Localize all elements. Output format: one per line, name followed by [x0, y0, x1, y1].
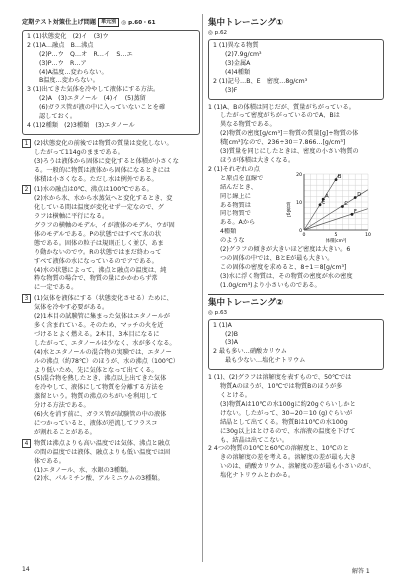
- explanation-line: 結んだとき、: [220, 183, 257, 191]
- column-divider: [202, 14, 203, 562]
- explanation-text: (2)状態変化の前後では物質の質量は変化しない。: [34, 139, 173, 147]
- explanation-line: (2)グラフの傾きが大きいほど密度は大きい。6: [220, 246, 351, 254]
- x-axis-label: 体積[cm³]: [325, 238, 347, 244]
- explanation-line: けない。したがって、30−20＝10 (g)ぐらいが: [220, 409, 353, 417]
- explanation-line: 結晶として出てくる。物質Bは10℃の水100g: [220, 418, 348, 426]
- point-label: E: [322, 199, 326, 206]
- explanation-line: 同じ線上に: [220, 192, 251, 200]
- training-2-title: 集中トレーニング②: [208, 297, 284, 308]
- answer-line: 2 (1)A…融点 B…沸点: [27, 41, 94, 49]
- explanation-line: る。一般的に物質は液体から固体になるときには: [34, 166, 171, 174]
- explanation-line: ほうが体積は大きくなる。: [220, 156, 295, 164]
- density-graph: [286, 168, 378, 244]
- point-label: D: [357, 191, 362, 198]
- answer-line: 認しておく。: [39, 113, 77, 121]
- answer-line: 最も少ない…塩化ナトリウム: [225, 357, 306, 365]
- right-column: [208, 18, 384, 481]
- explanation-line: この固体の密度を求めると、8÷1＝8[g/cm³]: [220, 263, 347, 271]
- explanation-line: きの溶解度の差を考える。溶解度の差が最も大き: [220, 454, 357, 462]
- page-reference: ◎ p.60・61: [121, 20, 156, 26]
- explanation-line: 体のモデルである。Pの状態ではすべて氷の状: [34, 230, 162, 238]
- explanation-line: 4種類: [220, 228, 237, 236]
- explanation-block: [22, 139, 200, 185]
- point-label: C: [344, 200, 348, 207]
- explanation-line: (3)ろうは液体から固体に変化すると体積が小さくな: [34, 157, 179, 165]
- explanation-line: (1)エタノール、水、水銀の3種類。: [34, 466, 133, 474]
- data-point: [341, 205, 344, 208]
- explanation-line: (3)物質Aは10℃の水100gに約20gぐらいしかと: [220, 400, 356, 408]
- explanation-line: 蒸留という。物質の沸点のちがいを利用して: [34, 393, 158, 401]
- explanation-line: につかっていると、液体が逆流してフラスコ: [34, 419, 158, 427]
- question-number: 4: [22, 439, 31, 448]
- explanation-text: (1)気体を液体にする（状態変化させる）ために、: [34, 295, 173, 303]
- page-number: 14: [22, 566, 30, 573]
- answer-line: (3)A: [225, 339, 238, 347]
- explanation-line: に30g以上はとけるので、水溶液の温度を下げて: [220, 427, 356, 435]
- explanation-line: より低いため、先に気体となって出てくる。: [34, 366, 158, 374]
- explanation-line: 体である。: [34, 457, 65, 465]
- point-label: F: [354, 208, 357, 215]
- explanation-line: (2)水から氷、水から水蒸気へと変化するとき、変: [34, 195, 173, 203]
- explanation-line: (3)質量を同じにしたときは、密度の小さい物質の: [220, 148, 359, 156]
- answer-line: 1 (1)A: [213, 321, 232, 329]
- explanation-line: 物質Aのほうが、10℃では物質Bのほうが多: [220, 383, 343, 391]
- explanation-line: (2)物質の密度[g/cm³]＝物質の質量[g]÷物質の体: [220, 130, 359, 138]
- explanation-line: すべて液体の水になっているのでアである。: [34, 257, 158, 265]
- explanation-block: [22, 185, 200, 293]
- footer-label: 解答 1: [352, 568, 370, 575]
- answer-line: (2)A (3)エタノール (4)イ (5)蒸留: [39, 95, 146, 103]
- answer-line: (2)P…ウ Q…オ R…イ S…エ: [39, 50, 133, 58]
- explanation-line: と原点を直線で: [220, 174, 264, 182]
- left-column: [22, 18, 200, 485]
- explanation-line: に一定である。: [34, 284, 78, 292]
- explanation-line: くとける。: [220, 392, 251, 399]
- explanation-line: [22, 185, 200, 195]
- explanation-line: ある。Aから: [220, 219, 256, 227]
- section-title: 定期テスト対策仕上げ問題: [22, 19, 97, 26]
- x-tick-label: 10: [365, 232, 371, 238]
- explanation-line: 1 (1)A、Bの体積は同じだが、質量がちがっている。: [208, 103, 355, 111]
- data-point: [319, 203, 322, 206]
- answer-line: (6)ガラス管が液の中に入っていないことを確: [39, 104, 166, 112]
- explanation-line: 粋な物質の場合で、物質の量にかかわらず常: [34, 275, 158, 283]
- y-axis-label: 質量[g]: [286, 201, 291, 217]
- answer-line: 1 (1)異なる物質: [213, 42, 259, 50]
- training-1-answer-box: [208, 39, 384, 99]
- explanations: [22, 139, 200, 484]
- answer-line: (2)B: [225, 330, 239, 338]
- explanation-block: [22, 294, 200, 438]
- explanation-line: (3)水に浮く物質は、その物質の密度が水の密度: [220, 272, 353, 280]
- explanation-line: 2 4つの物質の10℃と60℃の溶解度と、10℃のと: [208, 445, 349, 453]
- explanation-text: (1)水の融点は0℃、沸点は100℃である。: [34, 186, 153, 194]
- explanation-line: (4)水の状態によって、沸点と融点の温度は、純: [34, 266, 167, 274]
- explanation-line: 分ける方法である。: [34, 402, 90, 410]
- training-2-page: ◎ p.63: [208, 309, 228, 316]
- explanation-line: いのは、硝酸カリウム、溶解度の差が最も小さいのが、: [220, 463, 375, 471]
- explanation-line: が割れることがある。: [34, 428, 96, 436]
- data-point: [335, 178, 338, 181]
- explanation-line: 2 (1)それぞれの点: [208, 165, 260, 173]
- answer-line: B温度…変わらない。: [39, 77, 99, 85]
- explanation-line: つの固体の中では、BとEが最も大きい。: [220, 254, 334, 262]
- explanation-line: 態である。固体の粒子は規則正しく並び、あま: [34, 239, 164, 247]
- point-label: A: [325, 193, 329, 200]
- question-number: 1: [22, 139, 31, 148]
- training-2-explanations: [208, 374, 384, 481]
- answer-line: (3)F: [225, 86, 238, 94]
- explanation-line: 体積は小さくなる。ただし水は例外である。: [34, 175, 158, 183]
- point-label: B: [338, 173, 342, 180]
- explanation-line: 多く含まれている。そのため、マッチの火を近: [34, 322, 164, 329]
- training-1-explanations: [208, 104, 384, 291]
- answer-line: (3)金属A: [225, 59, 251, 67]
- data-point: [354, 196, 357, 199]
- explanation-line: [22, 439, 200, 449]
- explanation-line: 異なる物質である。: [220, 121, 276, 129]
- explanation-line: したがって、エタノールは少なく、水が多くなる。: [34, 339, 176, 347]
- explanation-line: [22, 294, 200, 304]
- explanation-line: グラフの横軸のモデル、イが液体のモデル、ウが固: [34, 222, 175, 230]
- x-tick-label: 0: [302, 232, 306, 238]
- y-tick-label: 10: [296, 200, 302, 206]
- explanation-line: ルの沸点（約78℃）のほうが、水の沸点（100℃）: [34, 357, 179, 365]
- question-number: 3: [22, 294, 31, 303]
- explanation-line: のような: [220, 237, 245, 245]
- explanation-line: ある物質は: [220, 201, 251, 209]
- y-tick-label: 0: [299, 228, 302, 234]
- training-1-page: ◎ p.62: [208, 30, 228, 36]
- unit-badge: 単元別: [98, 18, 119, 27]
- explanation-line: 同じ物質で: [220, 210, 251, 218]
- explanation-line: 1 (1)、(2)グラフは溶解度を表すもので、50℃では: [208, 374, 352, 382]
- explanation-line: (4)水とエタノールの混合物の実験では、エタノー: [34, 348, 172, 356]
- explanation-line: (2)1本目の試験管に集まった気体はエタノールが: [34, 313, 170, 321]
- answer-line: 2 (1)記号…B、E 密度…8g/cm³: [213, 77, 308, 85]
- answer-line: 4 (1)2種類 (2)3種類 (3)エタノール: [27, 121, 135, 129]
- x-tick-label: 5: [334, 232, 338, 238]
- explanation-line: の間の温度では液体、融点よりも低い温度では固: [34, 448, 171, 456]
- answer-line: (4)A温度…変わらない。: [39, 68, 108, 76]
- explanation-line: 塩化ナトリウムとわかる。: [220, 472, 295, 480]
- explanation-line: (5)混合物を熱したとき、沸点以上出てきた気体: [34, 375, 167, 383]
- explanation-line: 積[cm³]なので、236÷30＝7.866…[g/cm³]: [220, 139, 346, 147]
- answer-line: (2)7.9g/cm³: [225, 51, 262, 58]
- section-rule: [208, 294, 384, 295]
- explanation-line: したがって114gのままである。: [34, 148, 124, 156]
- answer-line: (3)P…ウ R…ア: [39, 59, 87, 67]
- answer-box: [22, 30, 200, 135]
- explanation-line: (2)水、パルミチン酸、アルミニウムの3種類。: [34, 475, 164, 483]
- explanation-line: ラフは横軸に平行になる。: [34, 213, 109, 221]
- explanation-line: (6)火を消す前に、ガラス管が試験管の中の液体: [34, 411, 167, 419]
- explanation-text: 物質は沸点よりも高い温度では気体、沸点と融点: [34, 439, 171, 447]
- training-2-answer-box: [208, 319, 384, 371]
- question-number: 2: [22, 185, 31, 194]
- explanation-line: したがって密度がちがっているのでA、Bは: [220, 112, 340, 120]
- explanation-line: を冷やして、液体にして物質を分離する方法を: [34, 384, 164, 392]
- explanation-line: [22, 139, 200, 149]
- answer-line: 2 最も多い…硝酸カリウム: [213, 348, 287, 356]
- explanation-line: も、結晶は出てこない。: [220, 436, 289, 444]
- explanation-block: [22, 439, 200, 485]
- explanation-line: 気体を冷やす必要がある。: [34, 304, 109, 312]
- explanation-line: 化している間は温度が変化せず一定なので、グ: [34, 204, 164, 212]
- explanation-line: り動かないのでウ。Rの状態ではまだ終わって: [34, 248, 162, 256]
- answer-line: (4)4種類: [225, 68, 251, 76]
- answer-line: 1 (1)状態変化 (2)イ (3)ウ: [27, 32, 109, 40]
- y-tick-label: 20: [296, 172, 302, 178]
- training-1-title: 集中トレーニング①: [208, 18, 284, 28]
- explanation-line: づけるとよく燃える。2本目、3本目になるに: [34, 330, 160, 338]
- data-point: [351, 213, 354, 216]
- test-heading: [22, 18, 200, 28]
- explanation-line: (1.0g/cm³)より小さいものである。: [220, 281, 321, 289]
- answer-line: 3 (1)出てきた気体を冷やして液体にする方法。: [27, 86, 160, 94]
